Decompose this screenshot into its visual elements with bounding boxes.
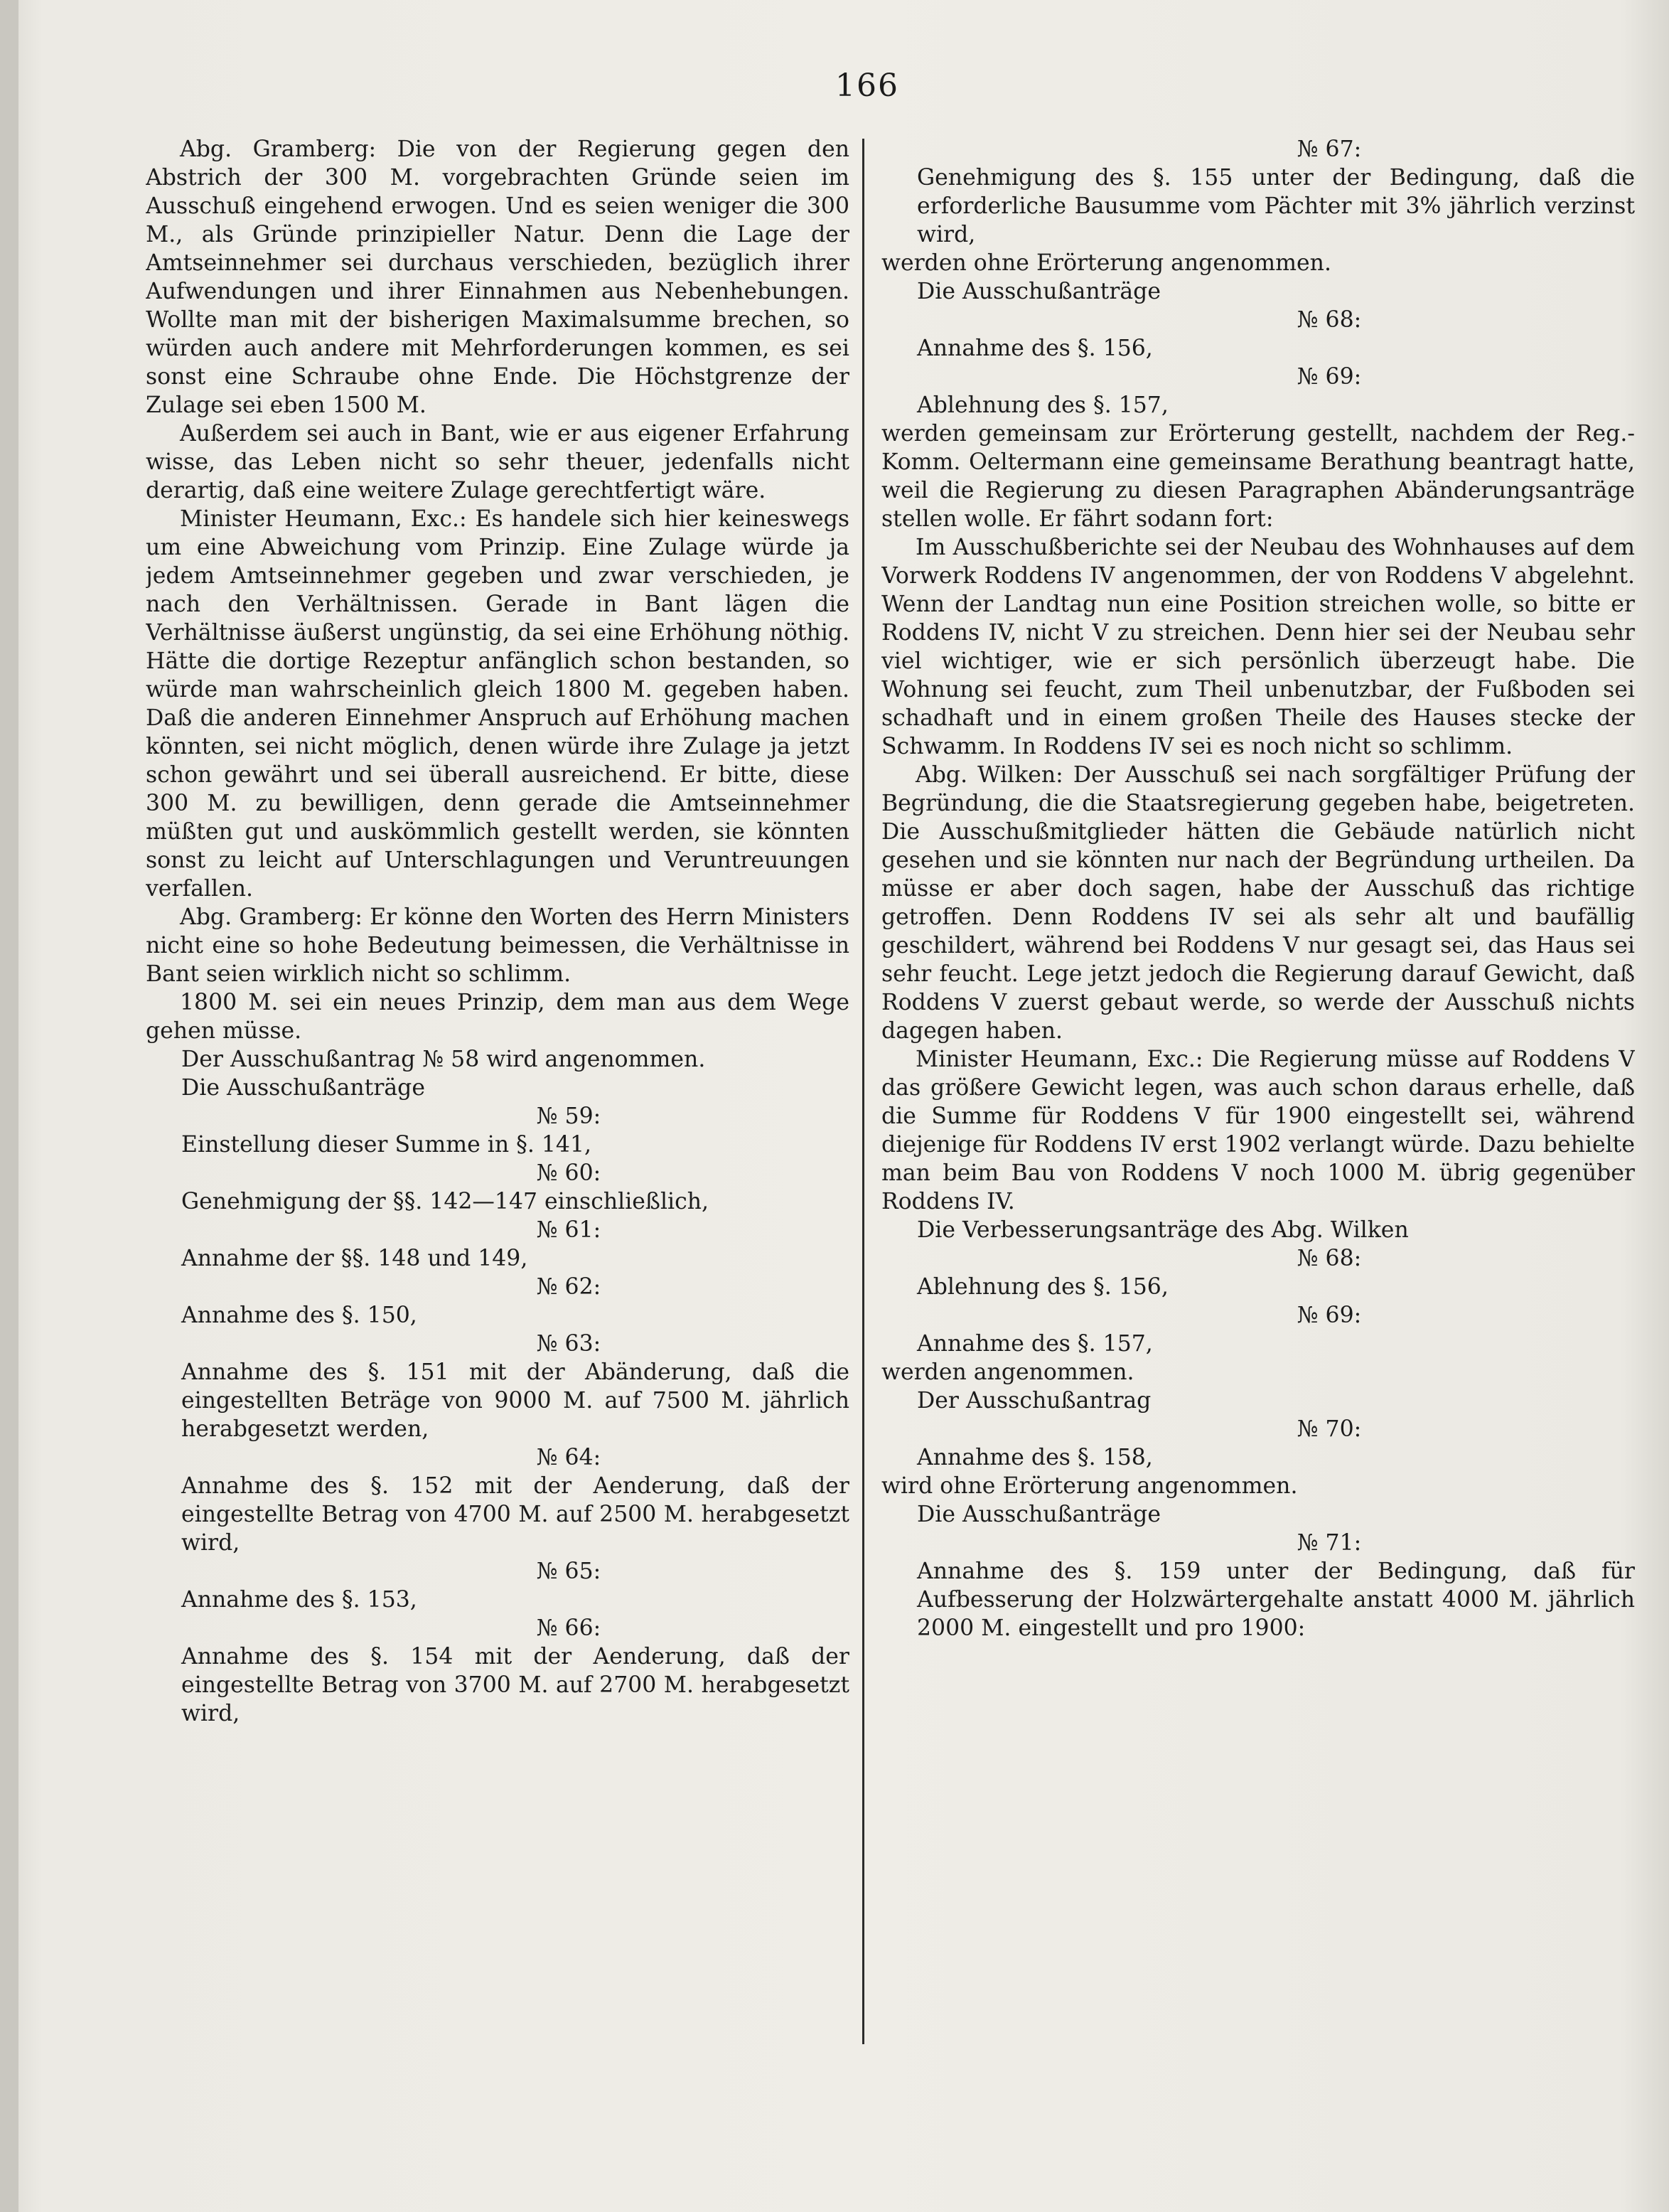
motion-item: Ablehnung des §. 157, (917, 392, 1169, 418)
left-column (146, 135, 849, 2055)
motion-item: Annahme des §. 152 mit der Aenderung, daß der eingestellte Betrag von 4700 M. auf 2500 M. herabgesetzt wird, (181, 1473, 849, 1556)
paragraph: Abg. Gramberg: Er könne den Worten des Herrn Ministers nicht eine so hohe Bedeutung beimessen, die Verhältnisse in Bant seien wirklich nicht so schlimm. (146, 904, 849, 987)
heading-line: Der Ausschußantrag № 58 wird angenommen. (181, 1047, 706, 1072)
motion-item: Annahme des §. 156, (917, 336, 1153, 361)
motion-item: Annahme der §§. 148 und 149, (181, 1246, 528, 1271)
motion-number: № 60: (536, 1160, 601, 1186)
motion-item: Annahme des §. 154 mit der Aenderung, daß der eingestellte Betrag von 3700 M. auf 2700 M. herabgesetzt wird, (181, 1644, 849, 1726)
heading-line: Die Ausschußanträge (917, 279, 1161, 304)
motion-item: Annahme des §. 157, (917, 1331, 1153, 1357)
page-number: 166 (835, 68, 899, 104)
page-edge-shadow (0, 0, 18, 2212)
motion-item: Annahme des §. 150, (181, 1303, 417, 1328)
motion-item: Genehmigung der §§. 142—147 einschließlich, (181, 1189, 709, 1214)
motion-number: № 66: (536, 1615, 601, 1641)
motion-item: Annahme des §. 159 unter der Bedingung, daß für Aufbesserung der Holzwärtergehalte anstatt 4000 M. jährlich 2000 M. eingestellt und pro 1900: (917, 1559, 1635, 1641)
paragraph: Außerdem sei auch in Bant, wie er aus eigener Erfahrung wisse, das Leben nicht so sehr theuer, jedenfalls nicht derartig, daß eine weitere Zulage gerechtfertigt wäre. (146, 421, 849, 503)
motion-number: № 65: (536, 1559, 601, 1584)
text-line: wird ohne Erörterung angenommen. (881, 1473, 1298, 1499)
motion-number: № 69: (1297, 364, 1362, 390)
motion-number: № 71: (1297, 1530, 1362, 1556)
motion-number: № 62: (536, 1274, 601, 1300)
text-line: werden angenommen. (881, 1359, 1134, 1385)
motion-item: Annahme des §. 158, (917, 1445, 1153, 1470)
motion-item: Einstellung dieser Summe in §. 141, (181, 1132, 592, 1158)
motion-number: № 68: (1297, 307, 1362, 333)
motion-number: № 69: (1297, 1303, 1362, 1328)
motion-number: № 59: (536, 1104, 601, 1129)
motion-number: № 70: (1297, 1416, 1362, 1442)
motion-number: № 67: (1297, 137, 1362, 162)
paragraph: Minister Heumann, Exc.: Die Regierung müsse auf Roddens V das größere Gewicht legen, was auch schon daraus erhelle, daß die Summe für Roddens V für 1900 eingestellt sei, während diejenige für Roddens IV erst 1902 verlangt würde. Dazu behielte man beim Bau von Roddens V noch 1000 M. übrig gegenüber Roddens IV. (881, 1047, 1635, 1214)
heading-line: Der Ausschußantrag (917, 1388, 1152, 1414)
paragraph: 1800 M. sei ein neues Prinzip, dem man aus dem Wege gehen müsse. (146, 990, 849, 1044)
motion-item: Annahme des §. 153, (181, 1587, 417, 1613)
heading-line: Die Ausschußanträge (181, 1075, 425, 1101)
column-divider (862, 139, 864, 2044)
motion-item: Ablehnung des §. 156, (917, 1274, 1169, 1300)
right-column (881, 135, 1635, 2055)
heading-line: Die Verbesserungsanträge des Abg. Wilken (917, 1217, 1409, 1243)
paragraph: Im Ausschußberichte sei der Neubau des Wohnhauses auf dem Vorwerk Roddens IV angenommen, der von Roddens V abgelehnt. Wenn der Landtag nun eine Position streichen wolle, so bitte er Roddens IV, nicht V zu streichen. Denn hier sei der Neubau sehr viel wichtiger, wie er sich persönlich überzeugt habe. Die Wohnung sei feucht, zum Theil unbenutzbar, der Fußboden sei schadhaft und in einem großen Theile des Hauses stecke der Schwamm. In Roddens IV sei es noch nicht so schlimm. (881, 535, 1635, 759)
heading-line: Die Ausschußanträge (917, 1502, 1161, 1527)
paragraph: Abg. Wilken: Der Ausschuß sei nach sorgfältiger Prüfung der Begründung, die die Staatsregierung gegeben habe, beigetreten. Die Ausschußmitglieder hätten die Gebäude natürlich nicht gesehen und sie könnten nur nach der Begründung urtheilen. Da müsse er aber doch sagen, habe der Ausschuß das richtige getroffen. Denn Roddens IV sei als sehr alt und baufällig geschildert, während bei Roddens V nur gesagt sei, das Haus sei sehr feucht. Lege jetzt jedoch die Regierung darauf Gewicht, daß Roddens V zuerst gebaut werde, so werde der Ausschuß nichts dagegen haben. (881, 762, 1635, 1044)
paragraph: Abg. Gramberg: Die von der Regierung gegen den Abstrich der 300 M. vorgebrachten Gründe seien im Ausschuß eingehend erwogen. Und es seien weniger die 300 M., als Gründe prinzipieller Natur. Denn die Lage der Amtseinnehmer sei durchaus verschieden, bezüglich ihrer Aufwendungen und ihrer Einnahmen aus Nebenhebungen. Wollte man mit der bisherigen Maximalsumme brechen, so würden auch andere mit Mehrforderungen kommen, es sei sonst eine Schraube ohne Ende. Die Höchstgrenze der Zulage sei eben 1500 M. (146, 137, 849, 418)
motion-number: № 61: (536, 1217, 601, 1243)
motion-item: Annahme des §. 151 mit der Abänderung, daß die eingestellten Beträge von 9000 M. auf 7500 M. jährlich herabgesetzt werden, (181, 1359, 849, 1442)
paragraph: Minister Heumann, Exc.: Es handele sich hier keineswegs um eine Abweichung vom Prinzip. Eine Zulage würde ja jedem Amtseinnehmer gegeben und zwar verschieden, je nach den Verhältnissen. Gerade in Bant lägen die Verhältnisse äußerst ungünstig, da sei eine Erhöhung nöthig. Hätte die dortige Rezeptur anfänglich schon bestanden, so würde man wahrscheinlich gleich 1800 M. gegeben haben. Daß die anderen Einnehmer Anspruch auf Erhöhung machen könnten, sei nicht möglich, denen würde ihre Zulage ja jetzt schon gewährt und sei überall ausreichend. Er bitte, diese 300 M. zu bewilligen, denn gerade die Amtseinnehmer müßten gut und auskömmlich gestellt werden, sie könnten sonst zu leicht auf Unterschlagungen und Veruntreuungen verfallen. (146, 506, 849, 902)
motion-number: № 63: (536, 1331, 601, 1357)
motion-number: № 64: (536, 1445, 601, 1470)
text-line: werden gemeinsam zur Erörterung gestellt, nachdem der Reg.-Komm. Oeltermann eine gemeinsame Berathung beantragt hatte, weil die Regierung zu diesen Paragraphen Abänderungsanträge stellen wolle. Er fährt sodann fort: (881, 421, 1635, 532)
motion-item: Genehmigung des §. 155 unter der Bedingung, daß die erforderliche Bausumme vom Pächter mit 3% jährlich verzinst wird, (917, 165, 1635, 247)
motion-number: № 68: (1297, 1246, 1362, 1271)
text-line: werden ohne Erörterung angenommen. (881, 250, 1331, 276)
